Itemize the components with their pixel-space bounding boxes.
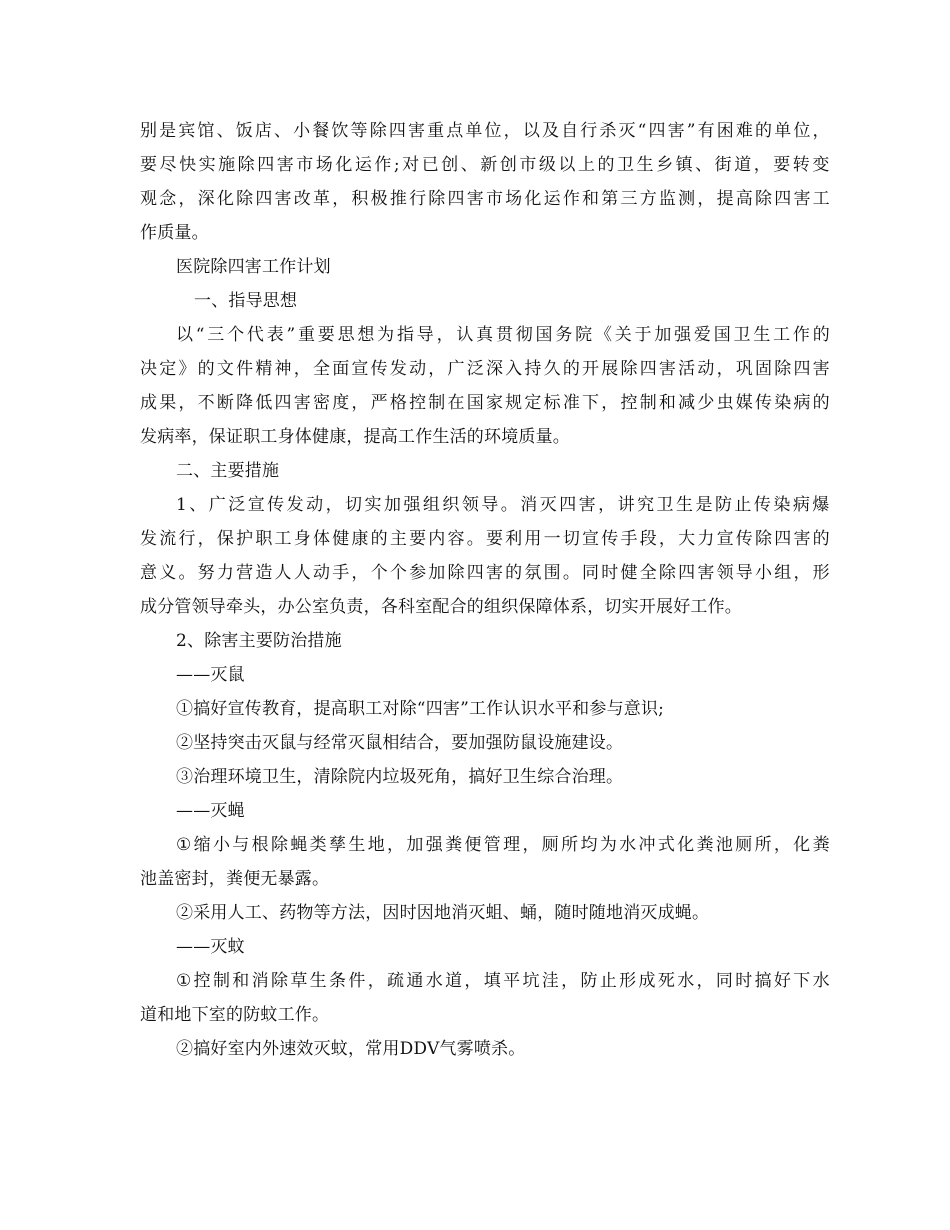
measure-heading-rodent: ——灭鼠 bbox=[176, 665, 245, 685]
list-item: ①搞好宣传教育，提高职工对除“四害”工作认识水平和参与意识; bbox=[176, 699, 665, 719]
list-item-continuation: 道和地下室的防蚊工作。 bbox=[140, 1005, 330, 1025]
section-heading: 一、指导思想 bbox=[194, 291, 298, 311]
measure-heading-mosquito: ——灭蚊 bbox=[176, 937, 245, 957]
paragraph-line: 1 、 广 泛 宣 传 发 动 ， 切 实 加 强 组 织 领 导 。 消 灭 四 害 ， 讲 究 卫 生 是 防 止 传 染 病 爆 bbox=[176, 495, 830, 515]
paragraph-line: 成分管领导牵头，办公室负责，各科室配合的组织保障体系，切实开展好工作。 bbox=[140, 597, 742, 617]
document-subtitle: 医院除四害工作计划 bbox=[176, 257, 331, 277]
paragraph-line: 作质量。 bbox=[140, 223, 209, 243]
list-item: ① 控 制 和 消 除 草 生 条 件 ， 疏 通 水 道 ， 填 平 坑 洼 ， 防 止 形 成 死 水 ， 同 时 搞 好 下 水 bbox=[176, 971, 830, 991]
paragraph-line: 意 义 。 努 力 营 造 人 人 动 手 ， 个 个 参 加 除 四 害 的 氛 围 。 同 时 健 全 除 四 害 领 导 小 组 ， 形 bbox=[140, 563, 830, 583]
subsection-heading: 2、除害主要防治措施 bbox=[176, 631, 342, 651]
measure-heading-fly: ——灭蝇 bbox=[176, 801, 245, 821]
paragraph-line: 发 流 行 ， 保 护 职 工 身 体 健 康 的 主 要 内 容 。 要 利 用 一 切 宣 传 手 段 ， 大 力 宣 传 除 四 害 的 bbox=[140, 529, 830, 549]
list-item: ③治理环境卫生，清除院内垃圾死角，搞好卫生综合治理。 bbox=[176, 767, 624, 787]
list-item-continuation: 池盖密封，粪便无暴露。 bbox=[140, 869, 330, 889]
paragraph-line: 成 果 ， 不 断 降 低 四 害 密 度 ， 严 格 控 制 在 国 家 规 定 标 准 下 ， 控 制 和 减 少 虫 媒 传 染 病 的 bbox=[140, 393, 830, 413]
list-item: ②坚持突击灭鼠与经常灭鼠相结合，要加强防鼠设施建设。 bbox=[176, 733, 624, 753]
list-item: ②搞好室内外速效灭蚊，常用DDV气雾喷杀。 bbox=[176, 1039, 526, 1059]
list-item: ① 缩 小 与 根 除 蝇 类 孳 生 地 ， 加 强 粪 便 管 理 ， 厕 所 均 为 水 冲 式 化 粪 池 厕 所 ， 化 粪 bbox=[176, 835, 830, 855]
list-item: ②采用人工、药物等方法，因时因地消灭蛆、蛹，随时随地消灭成蝇。 bbox=[176, 903, 710, 923]
document-body bbox=[140, 114, 830, 1066]
paragraph-line: 决 定 》 的 文 件 精 神 ， 全 面 宣 传 发 动 ， 广 泛 深 入 持 久 的 开 展 除 四 害 活 动 ， 巩 固 除 四 害 bbox=[140, 359, 830, 379]
paragraph-line: 别 是 宾 馆 、 饭 店 、 小 餐 饮 等 除 四 害 重 点 单 位 ， 以 及 自 行 杀 灭 “ 四 害 ” 有 困 难 的 单 位 ， bbox=[140, 121, 830, 141]
paragraph-line: 以 “ 三 个 代 表 ” 重 要 思 想 为 指 导 ， 认 真 贯 彻 国 务 院 《 关 于 加 强 爱 国 卫 生 工 作 的 bbox=[176, 325, 830, 345]
paragraph-line: 发病率，保证职工身体健康，提高工作生活的环境质量。 bbox=[140, 427, 570, 447]
paragraph-line: 要 尽 快 实 施 除 四 害 市 场 化 运 作 ; 对 已 创 、 新 创 市 级 以 上 的 卫 生 乡 镇 、 街 道 ， 要 转 变 bbox=[140, 155, 830, 175]
section-heading: 二、主要措施 bbox=[176, 461, 280, 481]
paragraph-line: 观 念 ， 深 化 除 四 害 改 革 ， 积 极 推 行 除 四 害 市 场 化 运 作 和 第 三 方 监 测 ， 提 高 除 四 害 工 bbox=[140, 189, 830, 209]
